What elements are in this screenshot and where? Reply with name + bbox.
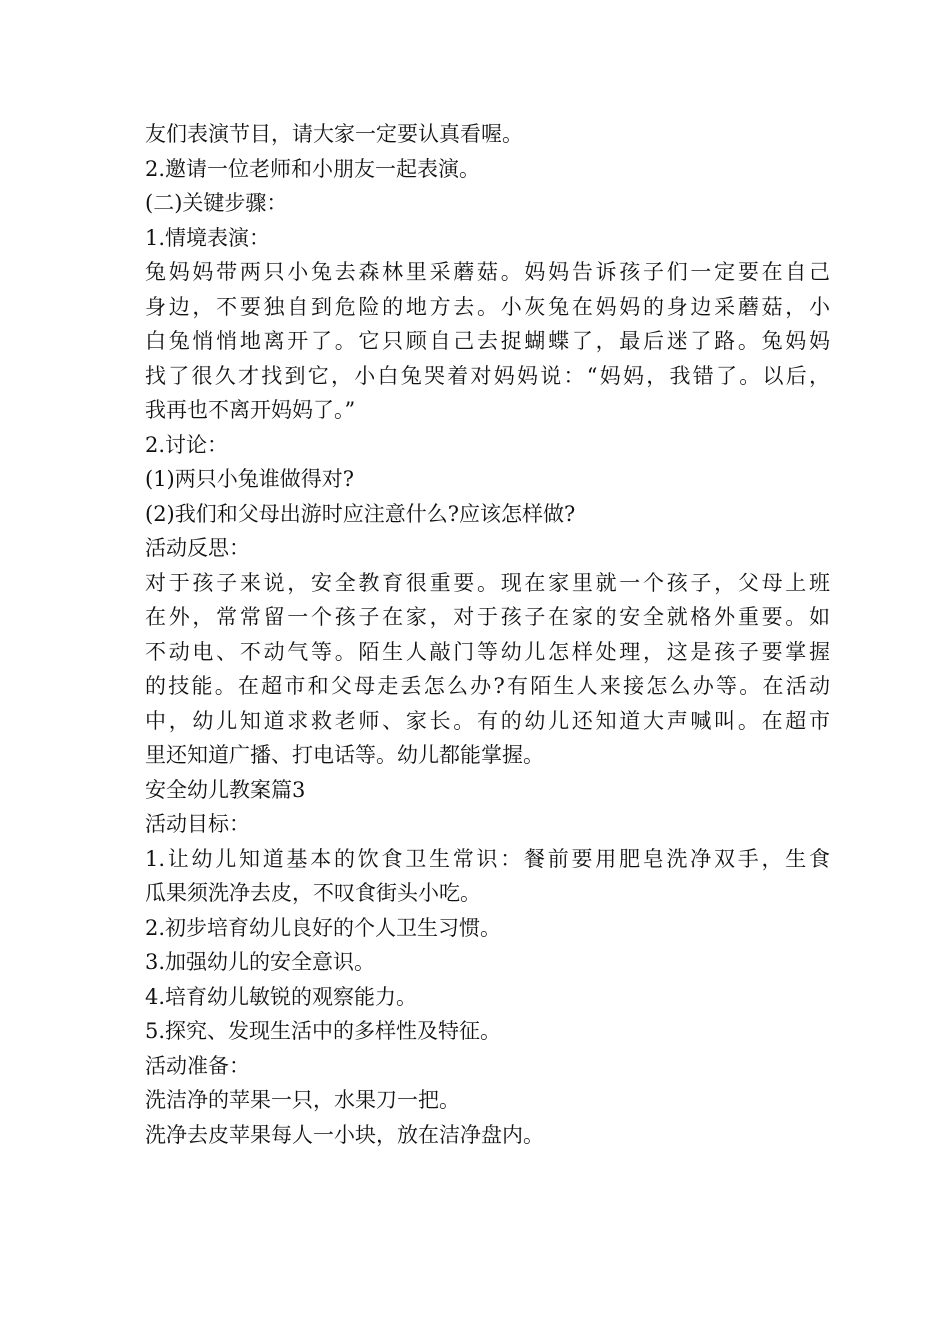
text-line: (2)我们和父母出游时应注意什么?应该怎样做? <box>145 501 576 526</box>
text-line: 安全幼儿教案篇3 <box>145 777 306 802</box>
text-line: 5.探究、发现生活中的多样性及特征。 <box>145 1019 502 1043</box>
text-line: 3.加强幼儿的安全意识。 <box>145 950 376 974</box>
text-line: 活动反思： <box>145 536 250 560</box>
text-line: 1.让幼儿知道基本的饮食卫生常识：餐前要用肥皂洗净双手，生食 <box>145 846 830 871</box>
text-line: 瓜果须洗净去皮，不叹食街头小吃。 <box>145 881 481 905</box>
text-line: 兔妈妈带两只小兔去森林里采蘑菇。妈妈告诉孩子们一定要在自己 <box>145 260 830 284</box>
text-line: 4.培育幼儿敏锐的观察能力。 <box>145 984 418 1009</box>
text-line: 里还知道广播、打电话等。幼儿都能掌握。 <box>145 743 544 767</box>
text-line: 友们表演节目，请大家一定要认真看喔。 <box>145 122 523 146</box>
text-line: 找了很久才找到它，小白兔哭着对妈妈说：“妈妈，我错了。以后， <box>145 363 830 388</box>
text-line: 在外，常常留一个孩子在家，对于孩子在家的安全就格外重要。如 <box>145 605 830 629</box>
text-line: 活动准备： <box>145 1053 250 1078</box>
text-line: (二)关键步骤： <box>145 191 288 215</box>
text-line: (1)两只小兔谁做得对? <box>145 467 355 491</box>
text-line: 2.邀请一位老师和小朋友一起表演。 <box>145 156 481 181</box>
text-line: 1.情境表演： <box>145 225 271 250</box>
text-line: 洗洁净的苹果一只，水果刀一把。 <box>145 1088 460 1112</box>
text-line: 对于孩子来说，安全教育很重要。现在家里就一个孩子，父母上班 <box>145 570 830 595</box>
text-line: 2.初步培育幼儿良好的个人卫生习惯。 <box>145 915 502 940</box>
text-line: 洗净去皮苹果每人一小块，放在洁净盘内。 <box>145 1122 544 1147</box>
text-line: 活动目标： <box>145 812 250 836</box>
document-body <box>145 117 830 1152</box>
text-line: 我再也不离开妈妈了。” <box>145 398 356 422</box>
text-line: 的技能。在超市和父母走丢怎么办?有陌生人来接怎么办等。在活动 <box>145 674 830 698</box>
text-line: 中，幼儿知道求救老师、家长。有的幼儿还知道大声喊叫。在超市 <box>145 708 830 733</box>
text-line: 2.讨论： <box>145 432 229 457</box>
text-line: 不动电、不动气等。陌生人敲门等幼儿怎样处理，这是孩子要掌握 <box>145 639 830 664</box>
text-line: 身边，不要独自到危险的地方去。小灰兔在妈妈的身边采蘑菇，小 <box>145 294 830 319</box>
text-line: 白兔悄悄地离开了。它只顾自己去捉蝴蝶了，最后迷了路。兔妈妈 <box>145 329 830 353</box>
